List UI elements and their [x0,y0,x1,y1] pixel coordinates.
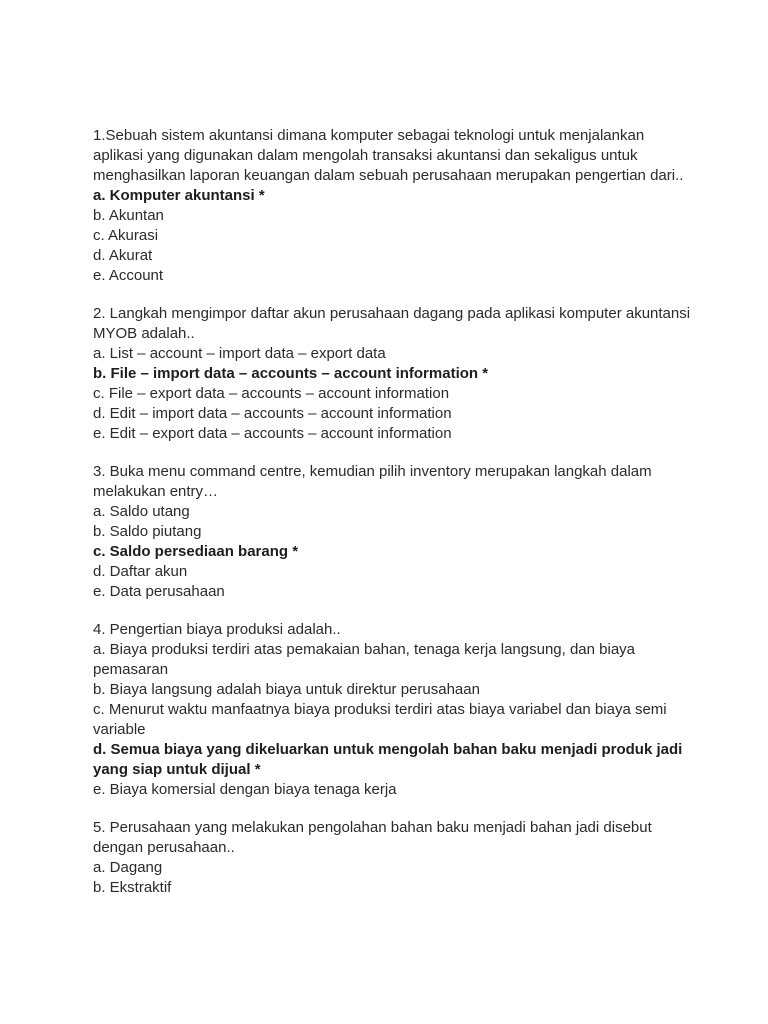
answer-option: c. File – export data – accounts – account information [93,385,450,402]
answer-option: e. Edit – export data – accounts – account information [93,425,452,442]
question-text: 2. Langkah mengimpor daftar akun perusahaan dagang pada aplikasi komputer akuntansi MYOB adalah.. [93,305,691,342]
question-text: 1.Sebuah sistem akuntansi dimana komputer sebagai teknologi untuk menjalankan aplikasi yang digunakan dalam mengolah transaksi akuntansi dan sekaligus untuk menghasilkan laporan keuangan dalam sebuah perusahaan merupakan pengertian dari.. [93,127,684,184]
answer-option: c. Menurut waktu manfaatnya biaya produksi terdiri atas biaya variabel dan biaya semi variable [93,701,667,738]
answer-option: e. Biaya komersial dengan biaya tenaga kerja [93,781,397,798]
answer-option-correct: d. Semua biaya yang dikeluarkan untuk mengolah bahan baku menjadi produk jadi yang siap untuk dijual * [93,741,683,778]
question-text: 4. Pengertian biaya produksi adalah.. [93,621,341,638]
answer-option: d. Akurat [93,247,153,264]
question-text: 3. Buka menu command centre, kemudian pilih inventory merupakan langkah dalam melakukan entry… [93,463,652,500]
answer-option: b. Biaya langsung adalah biaya untuk direktur perusahaan [93,681,480,698]
answer-option-correct: a. Komputer akuntansi * [93,187,265,204]
answer-option: a. List – account – import data – export data [93,345,386,362]
answer-option: d. Daftar akun [93,563,188,580]
answer-option: c. Akurasi [93,227,159,244]
question-5 [93,818,693,898]
question-2 [93,304,693,444]
question-1 [93,126,693,286]
question-text: 5. Perusahaan yang melakukan pengolahan bahan baku menjadi bahan jadi disebut dengan perusahaan.. [93,819,652,856]
answer-option: e. Data perusahaan [93,583,225,600]
answer-option: a. Saldo utang [93,503,190,520]
answer-option: b. Ekstraktif [93,879,172,896]
answer-option: a. Biaya produksi terdiri atas pemakaian bahan, tenaga kerja langsung, dan biaya pemasaran [93,641,636,678]
answer-option-correct: b. File – import data – accounts – account information * [93,365,489,382]
question-4 [93,620,693,800]
answer-option-correct: c. Saldo persediaan barang * [93,543,299,560]
answer-option: b. Akuntan [93,207,164,224]
answer-option: d. Edit – import data – accounts – account information [93,405,452,422]
answer-option: e. Account [93,267,164,284]
answer-option: a. Dagang [93,859,163,876]
quiz-document [93,126,693,916]
answer-option: b. Saldo piutang [93,523,202,540]
question-3 [93,462,693,602]
